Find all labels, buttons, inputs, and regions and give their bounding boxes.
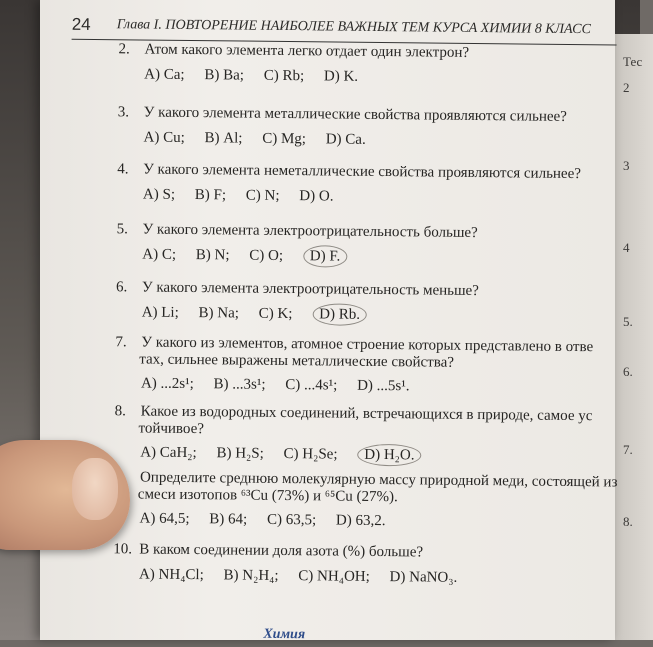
question-9 — [113, 469, 617, 532]
question-8 — [114, 403, 592, 466]
answer-option: А) Li; — [141, 304, 179, 321]
answer-option: С) 63,5; — [266, 511, 317, 529]
question-number: 2. — [118, 41, 130, 58]
next-page-edge — [612, 34, 653, 640]
answer-option: D) 63,2. — [335, 512, 386, 530]
question-number: 6. — [115, 279, 128, 296]
answer-option-circled: D) Rb. — [312, 303, 367, 326]
question-number: 10. — [113, 541, 133, 558]
margin-text: 2 — [623, 80, 630, 95]
question-7 — [115, 334, 593, 397]
answer-option: А) 64,5; — [139, 510, 190, 528]
answer-option: D) О. — [299, 188, 334, 205]
answer-option: В) Н₂S; — [216, 445, 264, 462]
margin-text: 5. — [623, 314, 633, 329]
question-number: 5. — [116, 221, 128, 238]
question-text: Атом какого элемента легко отдает один электрон? — [144, 41, 470, 61]
answer-option: В) Al; — [204, 130, 243, 147]
answer-option: А) NH₄Cl; — [138, 566, 204, 584]
question-text-continued: тойчивое? — [138, 420, 205, 438]
answer-option: С) ...4s¹; — [285, 377, 338, 394]
answer-option: D) Са. — [325, 131, 366, 148]
answer-option: С) NH₄OH; — [298, 568, 370, 585]
answer-option: С) N; — [245, 187, 280, 204]
question-text: У какого элемента электроотрицательность больше? — [142, 221, 478, 242]
answer-option: С) K; — [258, 305, 293, 323]
page-number: 24 — [71, 14, 91, 34]
answer-option: В) N₂H₄; — [223, 567, 279, 584]
question-number: 4. — [117, 161, 129, 178]
answer-option: А) Cu; — [143, 129, 185, 146]
answer-option: В) ...3s¹; — [213, 376, 266, 393]
question-text: У какого из элементов, атомное строение которых представлено в отве — [141, 334, 594, 356]
question-3 — [117, 104, 566, 151]
question-text: У какого элемента электроотрицательность меньше? — [141, 279, 479, 300]
question-number: 3. — [117, 104, 130, 121]
question-10 — [113, 541, 474, 587]
answer-option: А) СаН₂; — [140, 444, 197, 462]
question-5 — [116, 221, 478, 267]
answer-option: В) 64; — [209, 511, 248, 528]
margin-text: 7. — [623, 442, 633, 457]
answer-option: В) Ва; — [204, 67, 245, 84]
question-number: 8. — [114, 403, 127, 420]
running-title: Глава I. ПОВТОРЕНИЕ НАИБОЛЕЕ ВАЖНЫХ ТЕМ КУРСА ХИМИИ 8 КЛАСС — [116, 17, 591, 38]
margin-text: 4 — [623, 240, 630, 255]
answer-option: С) Н₂Se; — [283, 445, 338, 463]
answer-option-circled: D) Н₂О. — [357, 444, 421, 467]
question-4 — [117, 161, 581, 208]
answer-option: В) Na; — [198, 305, 240, 322]
answer-option: D) NaNO₃. — [389, 569, 458, 586]
question-text: У какого элемента металлические свойства проявляются сильнее? — [143, 104, 567, 125]
answer-option: D) ...5s¹. — [357, 377, 410, 395]
answer-option: В) F; — [194, 187, 227, 204]
question-text-continued: смеси изотопов ⁶³Cu (73%) и ⁶⁵Cu (27%). — [137, 486, 398, 506]
answer-option-circled: D) F. — [303, 245, 348, 267]
question-text: Какое из водородных соединений, встречающихся в природе, самое ус — [140, 403, 593, 425]
answer-option: С) О; — [249, 247, 284, 264]
question-text: В каком соединении доля азота (%) больше? — [139, 541, 424, 561]
footer-text: Химия — [263, 626, 306, 643]
question-text-continued: тах, сильнее выражены металлические свойства? — [139, 351, 455, 371]
thumb — [0, 440, 130, 550]
answer-option: А) Са; — [144, 66, 185, 83]
margin-text: 8. — [623, 514, 633, 529]
question-text: У какого элемента неметаллические свойства проявляются сильнее? — [143, 161, 582, 183]
margin-text: Тес — [623, 54, 643, 69]
answer-option: А) ...2s¹; — [140, 375, 194, 393]
answer-option: С) Mg; — [262, 130, 307, 148]
answer-option: В) N; — [195, 247, 230, 264]
question-2 — [118, 41, 469, 87]
thumbnail — [72, 458, 118, 520]
question-text: Определите среднюю молекулярную массу природной меди, состоящей из — [139, 469, 618, 491]
question-6 — [116, 279, 479, 325]
margin-text: 3 — [623, 158, 630, 173]
margin-text: 6. — [623, 364, 633, 379]
answer-option: D) K. — [323, 68, 359, 85]
question-number: 7. — [115, 334, 127, 351]
page-header — [72, 9, 617, 46]
answer-option: С) Rb; — [263, 67, 305, 85]
answer-option: А) S; — [142, 186, 176, 203]
answer-option: А) С; — [142, 246, 177, 263]
